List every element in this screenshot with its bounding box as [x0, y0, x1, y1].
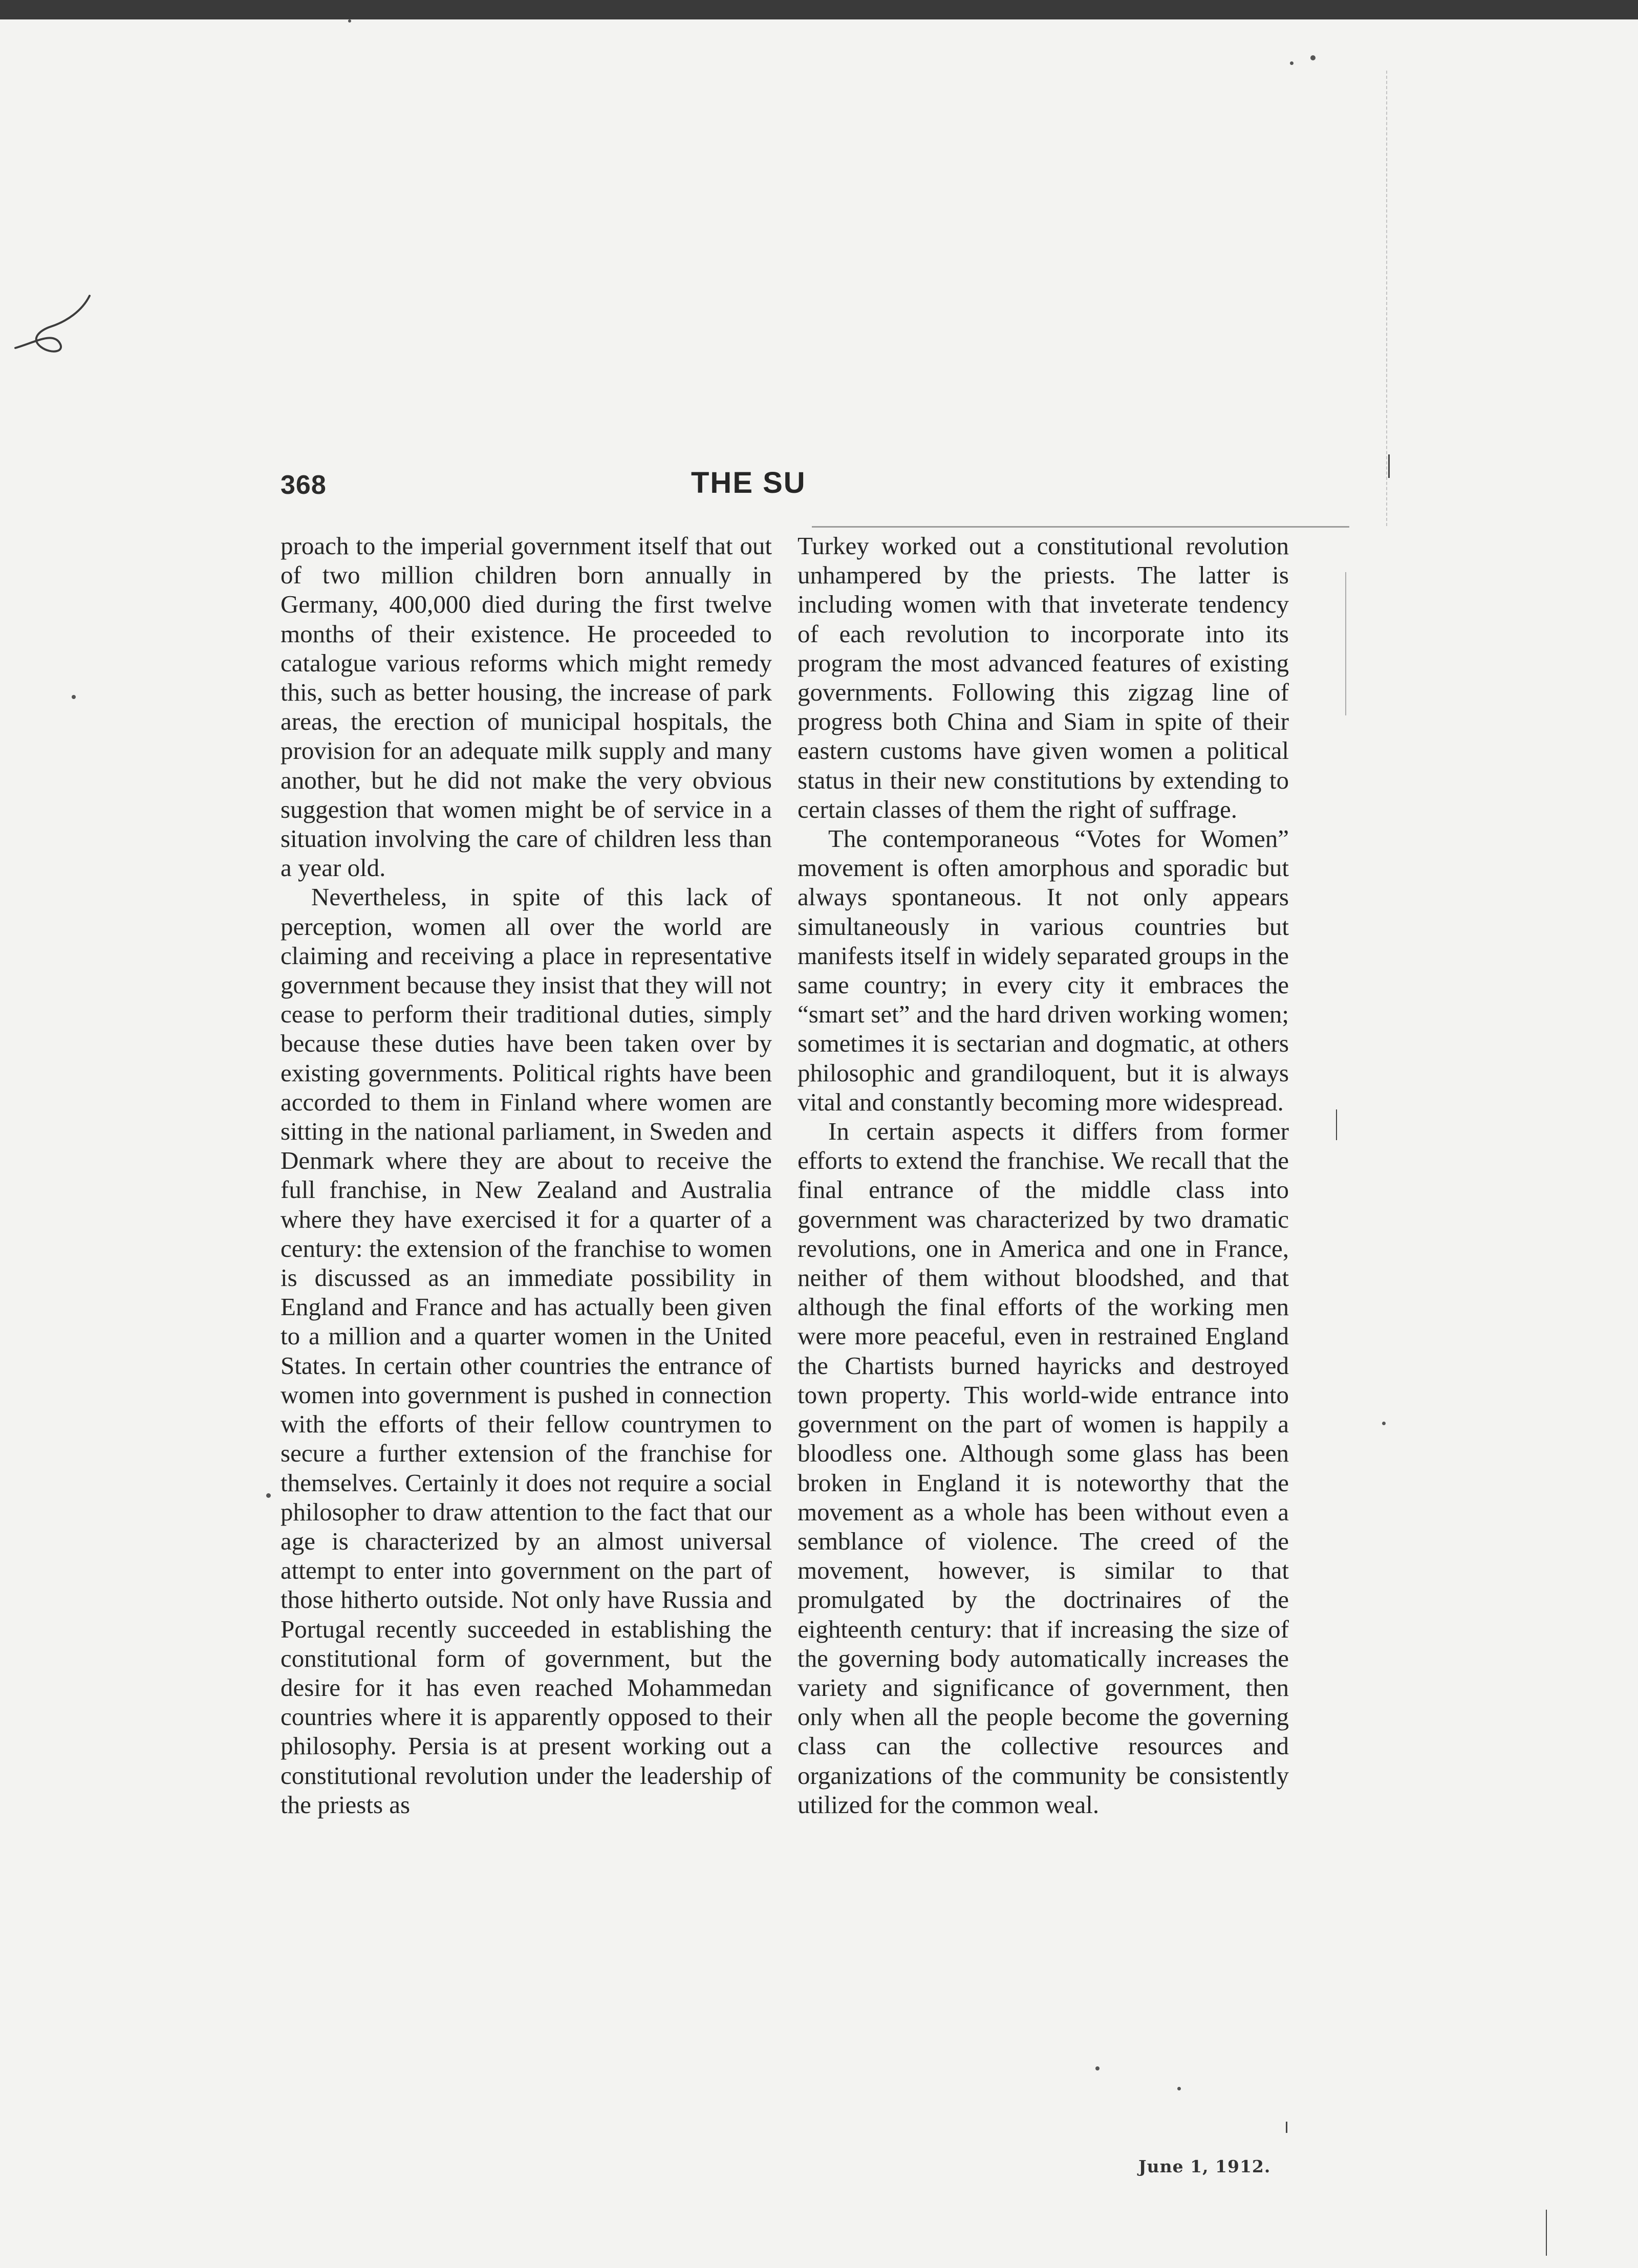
scan-speck — [348, 19, 351, 23]
page-edge-line — [1386, 71, 1387, 526]
scan-speck — [1310, 55, 1316, 60]
page-number: 368 — [281, 470, 327, 500]
journal-title: THE SU — [691, 466, 806, 499]
scan-speck — [1382, 1422, 1386, 1425]
paragraph: proach to the imperial government itself that out of two million children born annually in Germany, 400,000 died during the first twelve months of their existence. He proceeded to catalogue various reforms which might remedy this, such as better housing, the increase of park areas, the erection of municipal hospitals, the provision for an adequate milk supply and many another, but he did not make the very obvious suggestion that women might be of service in a situation involving the care of children less than a year old. — [281, 532, 772, 882]
clipping-edge-line — [812, 526, 1349, 528]
scan-mark — [1345, 572, 1346, 715]
scan-mark — [1388, 454, 1390, 478]
scanned-page — [0, 19, 1638, 2268]
paragraph: In certain aspects it differs from former efforts to extend the franchise. We recall that the final entrance of the middle class into government was characterized by two dramatic revolutions, one in America and one in France, neither of them without bloodshed, and that although the final efforts of the working men were more peaceful, even in restrained England the Chartists burned hayricks and destroyed town property. This world-wide entrance into government on the part of women is happily a bloodless one. Although some glass has been broken in England it is noteworthy that the movement as a whole has been without even a semblance of violence. The creed of the movement, however, is similar to that promulgated by the doctrinaires of the eighteenth century: that if increasing the size of the governing body automatically increases the variety and significance of government, then only when all the people become the governing class can the collective resources and organizations of the community be consistently utilized for the common weal. — [798, 1117, 1289, 1819]
issue-date: June 1, 1912. — [1138, 2156, 1271, 2176]
paragraph: Turkey worked out a constitutional revolution unhampered by the priests. The latter is including women with that inveterate tendency of each revolution to incorporate into its program the most advanced features of existing governments. Following this zigzag line of progress both China and Siam in spite of their eastern customs have given women a political status in their new constitutions by extending to certain classes of them the right of suffrage. — [798, 532, 1289, 823]
scan-speck — [72, 695, 76, 699]
paragraph: Nevertheless, in spite of this lack of perception, women all over the world are claiming and receiving a place in representative government because they insist that they will not cease to perform their traditional duties, simply because these duties have been taken over by existing governments. Political rights have been accorded to them in Finland where women are sitting in the national parliament, in Sweden and Denmark where they are about to receive the full franchise, in New Zealand and Australia where they have exercised it for a quarter of a century: the extension of the franchise to women is discussed as an immediate possibility in England and France and has actually been given to a million and a quarter women in the United States. In certain other countries the entrance of women into government is pushed in connection with the efforts of their fellow countrymen to secure a further extension of the franchise for themselves. Certainly it does not require a social philosopher to draw attention to the fact that our age is characterized by an almost universal attempt to enter into government on the part of those hitherto outside. Not only have Russia and Portugal recently succeeded in establishing the constitutional form of government, but the desire for it has even reached Mohammedan countries where it is apparently opposed to their philosophy. Persia is at present working out a constitutional revolution under the leadership of the priests as — [281, 883, 772, 1819]
scan-speck — [266, 1493, 271, 1498]
pencil-scribble-icon — [10, 291, 97, 378]
right-column — [798, 531, 1289, 1819]
scan-mark — [1286, 2122, 1287, 2133]
scan-mark — [1546, 2210, 1547, 2256]
scan-mark — [1336, 1109, 1337, 1140]
paragraph: The contemporaneous “Votes for Women” movement is often amorphous and sporadic but always spontaneous. It not only appears simultaneously in various countries but manifests itself in widely separated groups in the same country; in every city it embraces the “smart set” and the hard driven working women; sometimes it is sectarian and dogmatic, at others philosophic and grandiloquent, but it is always vital and constantly becoming more widespread. — [798, 824, 1289, 1116]
running-head — [0, 466, 1638, 511]
scan-speck — [1095, 2066, 1100, 2070]
scan-speck — [1290, 61, 1294, 65]
left-column — [281, 531, 772, 1819]
scan-speck — [1177, 2087, 1181, 2090]
